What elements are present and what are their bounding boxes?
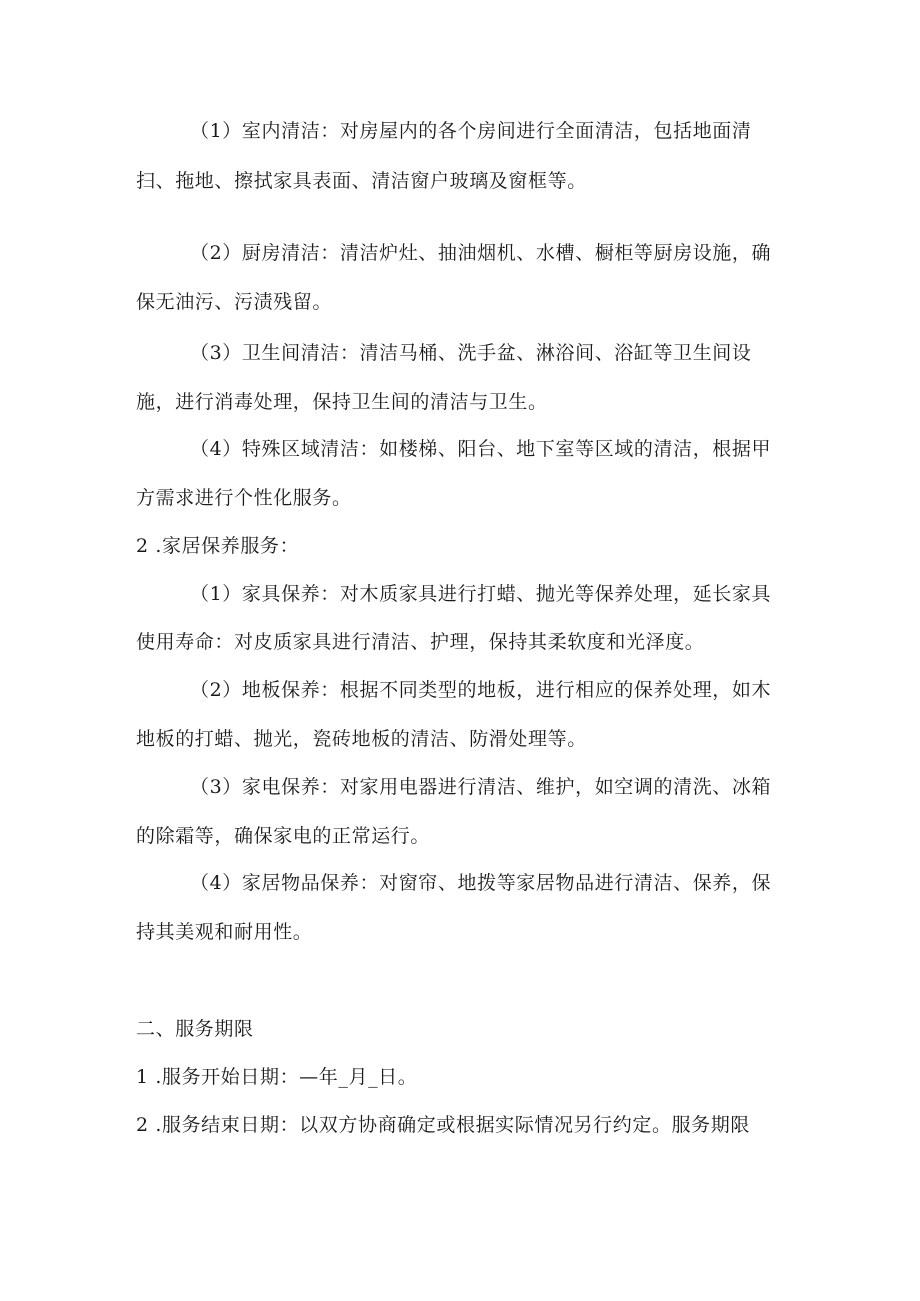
item-furniture-maintenance-line-2: 使用寿命：对皮质家具进行清洁、护理，保持其柔软度和光泽度。 [136,631,705,653]
item-floor-maintenance-line-2: 地板的打蜡、抛光，瓷砖地板的清洁、防滑处理等。 [136,728,587,750]
item-household-goods-maintenance-line-2: 持其美观和耐用性。 [136,921,313,943]
item-bathroom-cleaning-line-2: 施，进行消毒处理，保持卫生间的清洁与卫生。 [136,391,548,413]
section-service-period-heading: 二、服务期限 [136,1018,254,1040]
item-indoor-cleaning-line-2: 扫、拖地、擦拭家具表面、清洁窗户玻璃及窗框等。 [136,170,587,192]
item-special-area-cleaning-line-2: 方需求进行个性化服务。 [136,487,352,509]
section-home-maintenance-heading: 2 .家居保养服务： [136,535,300,557]
item-appliance-maintenance-line-2: 的除霜等，确保家电的正常运行。 [136,825,431,847]
item-indoor-cleaning-line-1: （1）室内清洁：对房屋内的各个房间进行全面清洁，包括地面清 [190,120,752,142]
item-bathroom-cleaning-line-1: （3）卫生间清洁：清洁马桶、洗手盆、淋浴间、浴缸等卫生间设 [190,342,752,364]
item-special-area-cleaning-line-1: （4）特殊区域清洁：如楼梯、阳台、地下室等区域的清洁，根据甲 [190,438,772,460]
service-start-date-line: 1 .服务开始日期：—年_月_日。 [136,1066,418,1088]
item-kitchen-cleaning-line-2: 保无油污、污渍残留。 [136,291,333,313]
item-floor-maintenance-line-1: （2）地板保养：根据不同类型的地板，进行相应的保养处理，如木 [190,679,772,701]
item-kitchen-cleaning-line-1: （2）厨房清洁：清洁炉灶、抽油烟机、水槽、橱柜等厨房设施，确 [190,242,772,264]
service-end-date-line: 2 .服务结束日期：以双方协商确定或根据实际情况另行约定。服务期限 [136,1114,750,1136]
item-household-goods-maintenance-line-1: （4）家居物品保养：对窗帘、地拨等家居物品进行清洁、保养，保 [190,872,772,894]
item-furniture-maintenance-line-1: （1）家具保养：对木质家具进行打蜡、抛光等保养处理，延长家具 [190,583,772,605]
item-appliance-maintenance-line-1: （3）家电保养：对家用电器进行清洁、维护，如空调的清洗、冰箱 [190,776,772,798]
